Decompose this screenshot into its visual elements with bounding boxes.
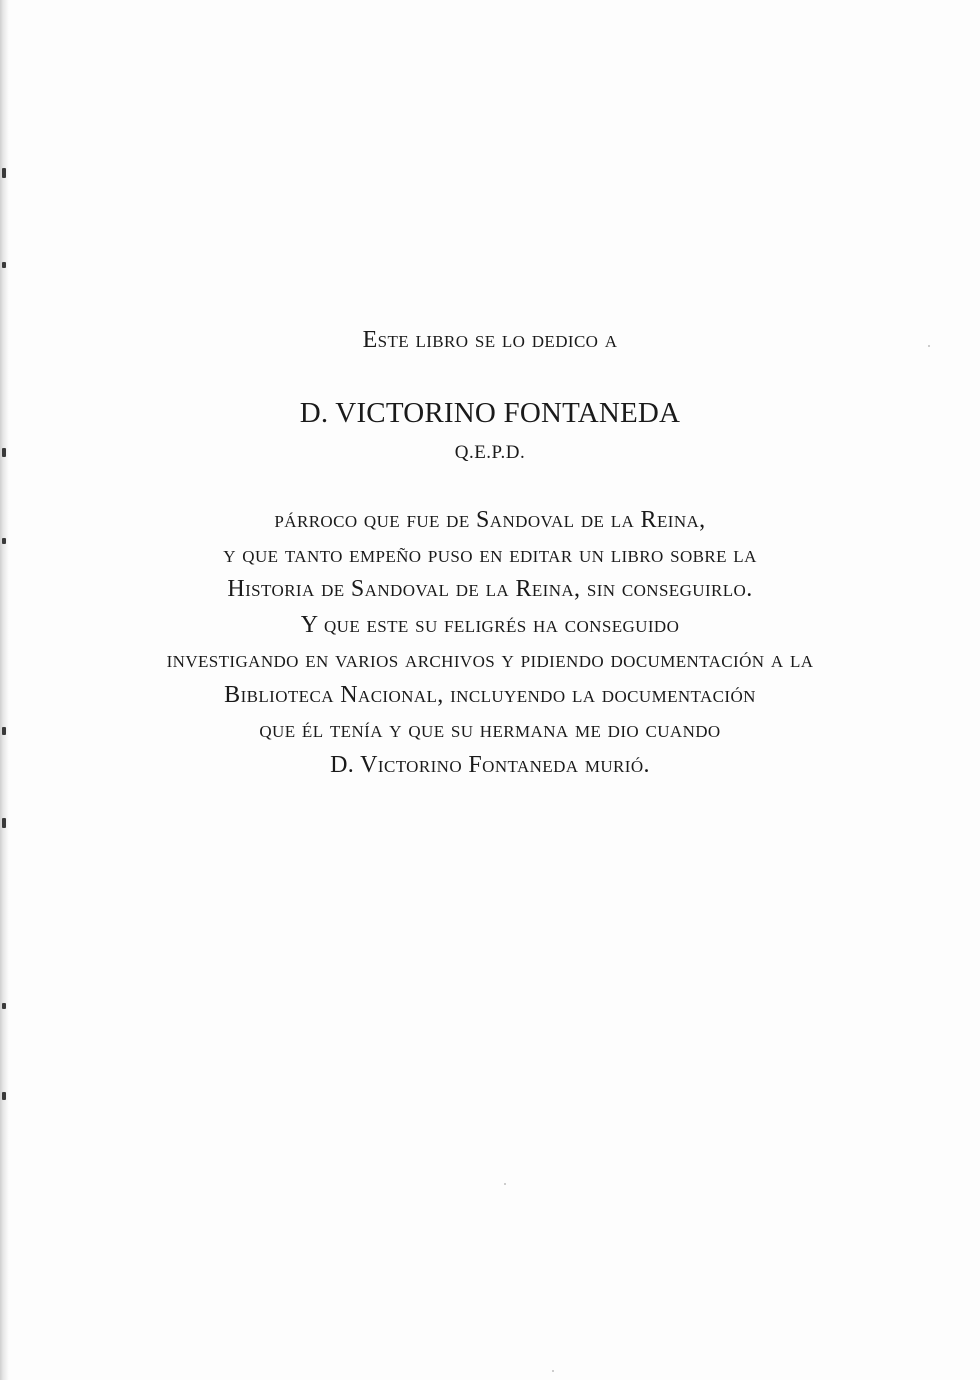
binding-mark xyxy=(2,1092,6,1100)
dedication-line: D. Victorino Fontaneda murió. xyxy=(330,752,650,778)
binding-mark xyxy=(2,262,6,268)
dedication-line: Historia de Sandoval de la Reina, sin conseguirlo. xyxy=(227,576,753,602)
dedication-line: Biblioteca Nacional, incluyendo la documentación xyxy=(224,682,756,708)
rest-in-peace-abbreviation: Q.E.P.D. xyxy=(454,442,526,463)
dedication-intro: Este libro se lo dedico a xyxy=(362,327,618,353)
paper-speck xyxy=(504,1183,506,1185)
dedication-line: que él tenía y que su hermana me dio cuando xyxy=(259,717,721,743)
dedication-line: y que tanto empeño puso en editar un libro sobre la xyxy=(223,542,757,568)
dedication-line: Y que este su feligrés ha conseguido xyxy=(300,612,680,638)
dedicatee-name: D. VICTORINO FONTANEDA xyxy=(299,397,681,429)
binding-mark xyxy=(2,1003,6,1009)
binding-mark xyxy=(2,818,6,828)
dedication-line: párroco que fue de Sandoval de la Reina, xyxy=(274,507,706,533)
binding-mark xyxy=(2,168,6,178)
paper-speck xyxy=(552,1370,554,1372)
dedication-line: investigando en varios archivos y pidiendo documentación a la xyxy=(166,647,814,673)
